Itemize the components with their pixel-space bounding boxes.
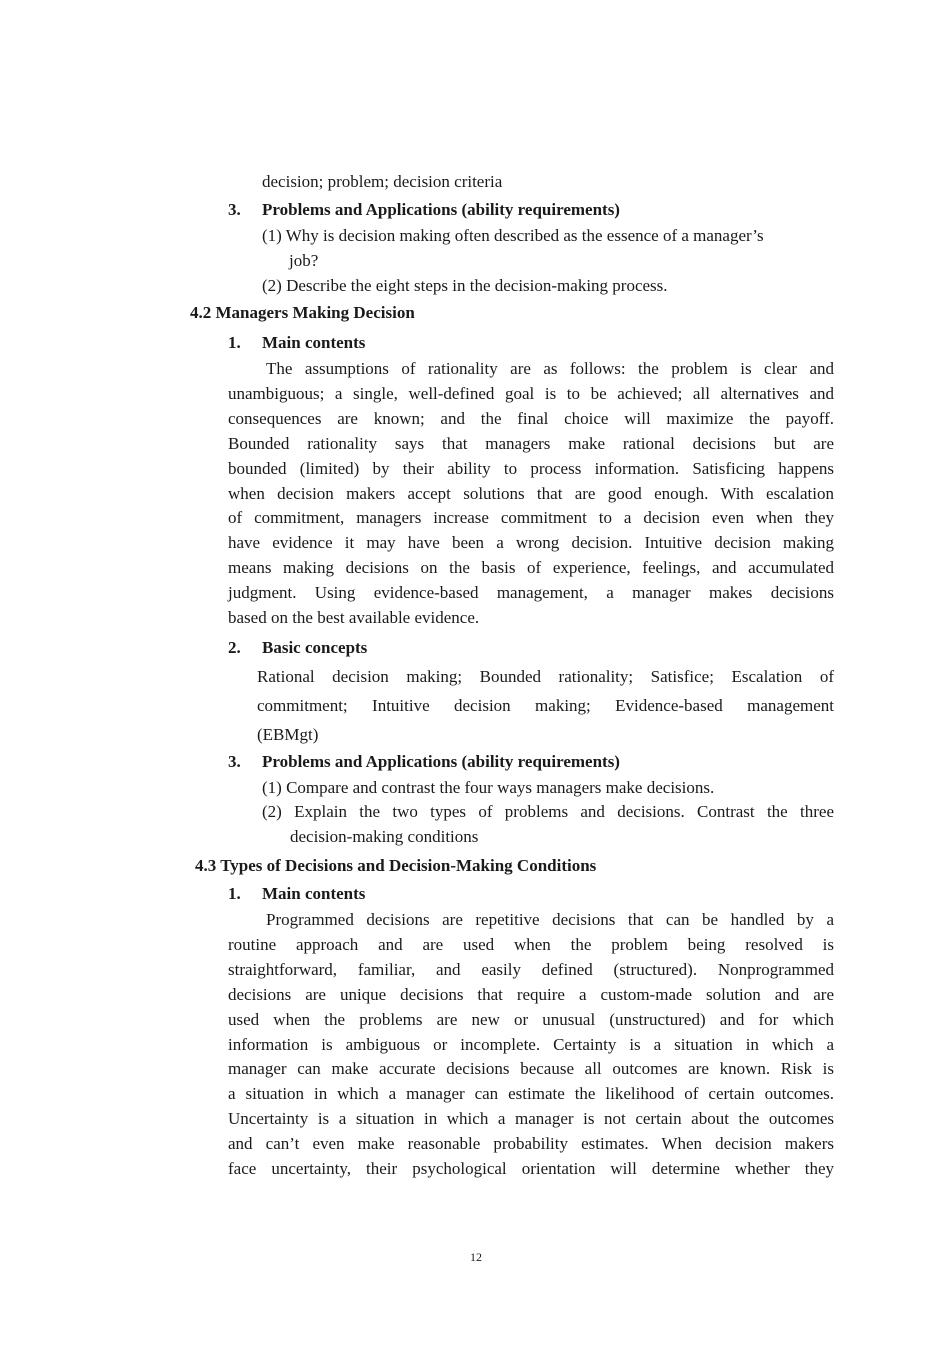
paragraph-line: Uncertainty is a situation in which a manager is not certain about the outcomes xyxy=(228,1109,834,1129)
basic-concepts-number: 2. xyxy=(228,638,241,657)
question-1-line-2: job? xyxy=(289,251,319,270)
paragraph-line: unambiguous; a single, well-defined goal is to be achieved; all alternatives and xyxy=(228,383,834,403)
paragraph-line: a situation in which a manager can estimate the likelihood of certain outcomes. xyxy=(228,1084,834,1104)
question-2-block xyxy=(262,800,834,824)
question-2-line-2: decision-making conditions xyxy=(290,827,479,846)
paragraph-line: bounded (limited) by their ability to process information. Satisficing happens xyxy=(228,458,834,478)
concepts-tail: decision; problem; decision criteria xyxy=(262,172,503,191)
main-contents-heading-4-2 xyxy=(228,331,365,355)
problems-heading-text: Problems and Applications (ability requirements) xyxy=(262,200,620,219)
question-1-line-1: (1) Why is decision making often described as the essence of a manager’s xyxy=(262,226,764,245)
paragraph-line: manager can make accurate decisions because all outcomes are known. Risk is xyxy=(228,1059,834,1079)
page-number: 12 xyxy=(470,1250,482,1264)
paragraph-line: face uncertainty, their psychological orientation will determine whether they xyxy=(228,1159,834,1179)
paragraph-line: routine approach and are used when the problem being resolved is xyxy=(228,934,834,954)
concepts-line: Rational decision making; Bounded rationality; Satisfice; Escalation of xyxy=(257,667,834,686)
basic-concepts-heading xyxy=(228,636,367,660)
paragraph-line: consequences are known; and the final choice will maximize the payoff. xyxy=(228,408,834,428)
paragraph-line: means making decisions on the basis of experience, feelings, and accumulated xyxy=(228,558,834,578)
paragraph-line: used when the problems are new or unusual (unstructured) and for which xyxy=(228,1009,834,1029)
question-2-line-1: (2) Explain the two types of problems and decisions. Contrast the three xyxy=(262,802,834,821)
paragraph-line: straightforward, familiar, and easily defined (structured). Nonprogrammed xyxy=(228,959,834,979)
paragraph-line: and can’t even make reasonable probability estimates. When decision makers xyxy=(228,1134,834,1154)
paragraph-line: have evidence it may have been a wrong decision. Intuitive decision making xyxy=(228,533,834,553)
main-contents-number: 1. xyxy=(228,333,241,352)
main-contents-heading-4-3 xyxy=(228,882,365,906)
concepts-line: commitment; Intuitive decision making; Evidence-based management xyxy=(257,696,834,715)
paragraph-line: Programmed decisions are repetitive decisions that can be handled by a xyxy=(266,910,834,929)
section-heading-4-2: 4.2 Managers Making Decision xyxy=(190,303,415,322)
main-contents-paragraph-4-2 xyxy=(228,357,834,631)
basic-concepts-heading-text: Basic concepts xyxy=(262,638,368,657)
problems-heading-4-1 xyxy=(228,198,620,222)
problems-number: 3. xyxy=(228,752,241,771)
main-contents-heading-text: Main contents xyxy=(262,884,366,903)
main-contents-paragraph-4-3 xyxy=(228,908,834,1182)
section-heading-4-3: 4.3 Types of Decisions and Decision-Making Conditions xyxy=(195,856,597,875)
problems-number: 3. xyxy=(228,200,241,219)
paragraph-line: information is ambiguous or incomplete. Certainty is a situation in which a xyxy=(228,1034,834,1054)
paragraph-line: judgment. Using evidence-based management, a manager makes decisions xyxy=(228,583,834,603)
question-2: (2) Describe the eight steps in the decision-making process. xyxy=(262,276,668,295)
question-1: (1) Compare and contrast the four ways managers make decisions. xyxy=(262,778,715,797)
main-contents-heading-text: Main contents xyxy=(262,333,366,352)
paragraph-line: Bounded rationality says that managers make rational decisions but are xyxy=(228,433,834,453)
paragraph-line: decisions are unique decisions that require a custom-made solution and are xyxy=(228,984,834,1004)
problems-heading-4-2 xyxy=(228,750,620,774)
paragraph-line: when decision makers accept solutions that are good enough. With escalation xyxy=(228,483,834,503)
basic-concepts-list xyxy=(257,662,834,749)
paragraph-line: The assumptions of rationality are as follows: the problem is clear and xyxy=(266,359,834,378)
concepts-line: (EBMgt) xyxy=(257,725,319,744)
problems-heading-text: Problems and Applications (ability requirements) xyxy=(262,752,620,771)
paragraph-line: based on the best available evidence. xyxy=(228,608,480,628)
main-contents-number: 1. xyxy=(228,884,241,903)
paragraph-line: of commitment, managers increase commitment to a decision even when they xyxy=(228,508,834,528)
